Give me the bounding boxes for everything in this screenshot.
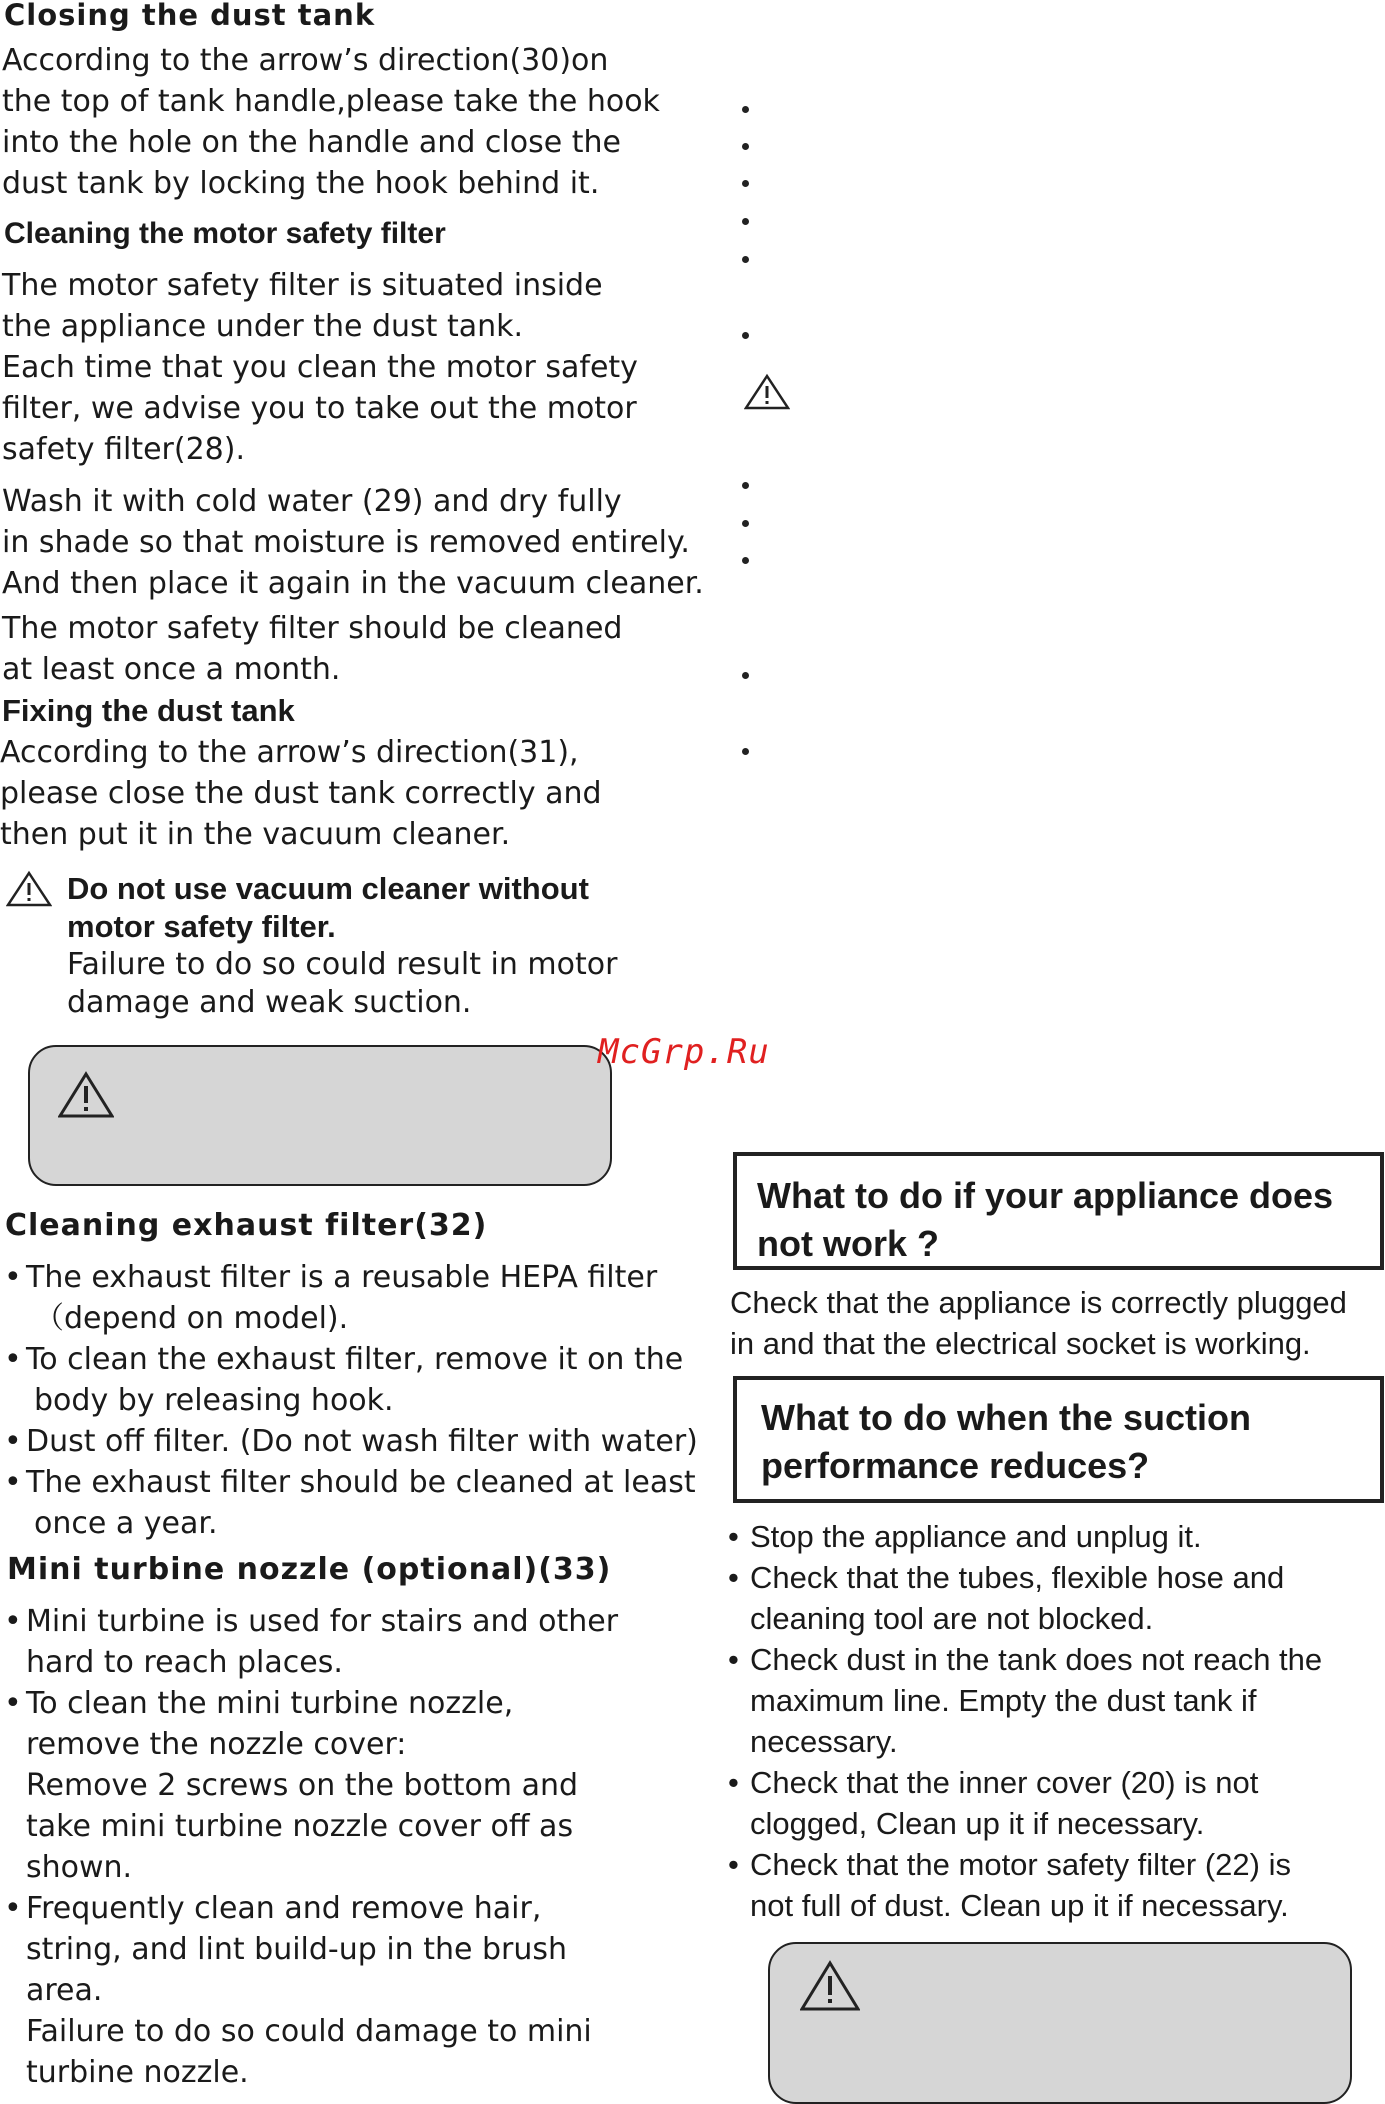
watermark: McGrp.Ru — [598, 1032, 770, 1072]
text-line: in shade so that moisture is removed entirely. — [2, 525, 690, 560]
heading-exhaust-filter: Cleaning exhaust filter(32) — [5, 1208, 488, 1243]
text-line: the top of tank handle,please take the hook — [2, 84, 660, 119]
text-line: the appliance under the dust tank. — [2, 309, 524, 344]
mini-turbine-list — [0, 1601, 618, 2093]
text-line: The motor safety filter should be cleaned — [2, 611, 623, 646]
bullet-mark — [742, 180, 749, 187]
caution-box — [28, 1045, 612, 1186]
list-item: • To clean the mini turbine nozzle, remove the nozzle cover: Remove 2 screws on the bottom and take mini turbine nozzle cover off as shown. — [0, 1683, 618, 1888]
motor-filter-para1 — [2, 265, 638, 470]
list-item: • Dust off filter. (Do not wash filter with water) — [0, 1421, 698, 1462]
heading-closing-dust-tank: Closing the dust tank — [4, 0, 376, 32]
text-line: Wash it with cold water (29) and dry fully — [2, 484, 622, 519]
list-item: • Mini turbine is used for stairs and other hard to reach places. — [0, 1601, 618, 1683]
text-line: According to the arrow’s direction(30)on — [2, 43, 609, 78]
bullet-mark — [742, 748, 749, 755]
text-line: in and that the electrical socket is working. — [730, 1326, 1311, 1361]
fixing-dust-tank-text — [0, 732, 602, 855]
text-line: Each time that you clean the motor safety — [2, 350, 638, 385]
list-item: • Check dust in the tank does not reach the maximum line. Empty the dust tank if necessary. — [724, 1639, 1322, 1762]
bullet-mark — [742, 143, 749, 150]
warning-triangle-icon — [6, 870, 52, 908]
heading-mini-turbine: Mini turbine nozzle (optional)(33) — [7, 1552, 612, 1587]
text-line: safety filter(28). — [2, 432, 245, 467]
box-title-line: not work ? — [757, 1223, 939, 1264]
closing-dust-tank-text — [2, 40, 660, 204]
heading-motor-safety-filter: Cleaning the motor safety filter — [4, 217, 446, 250]
section-closing-dust-tank — [4, 0, 375, 32]
text-line: please close the dust tank correctly and — [0, 776, 602, 811]
list-item: • Stop the appliance and unplug it. — [724, 1516, 1322, 1557]
box-title-line: What to do if your appliance does — [757, 1175, 1334, 1216]
heading-fixing-dust-tank: Fixing the dust tank — [2, 693, 295, 728]
text-line: And then place it again in the vacuum cleaner. — [2, 566, 704, 601]
bullet-mark — [742, 482, 749, 489]
motor-filter-warning — [67, 870, 617, 1022]
suction-reduces-box — [733, 1376, 1384, 1503]
motor-filter-para2 — [2, 481, 704, 604]
warning-triangle-icon — [58, 1071, 114, 1119]
list-item: • The exhaust filter is a reusable HEPA filter （depend on model). — [0, 1257, 698, 1339]
appliance-not-working-box — [733, 1152, 1384, 1270]
list-item: • Check that the inner cover (20) is not clogged, Clean up it if necessary. — [724, 1762, 1322, 1844]
warning-text-line: Failure to do so could result in motor — [67, 947, 618, 982]
list-item: • Check that the tubes, flexible hose and cleaning tool are not blocked. — [724, 1557, 1322, 1639]
list-item: • Frequently clean and remove hair, string, and lint build-up in the brush area. Failure to do so could damage to mini turbine nozzle. — [0, 1888, 618, 2093]
warning-triangle-icon — [800, 1960, 860, 2012]
warning-bold-line: motor safety filter. — [67, 909, 336, 944]
motor-filter-para3 — [2, 608, 622, 690]
text-line: then put it in the vacuum cleaner. — [0, 817, 511, 852]
text-line: dust tank by locking the hook behind it. — [2, 166, 600, 201]
text-line: According to the arrow’s direction(31), — [0, 735, 579, 770]
text-line: The motor safety filter is situated inside — [2, 268, 603, 303]
list-item: • The exhaust filter should be cleaned at least once a year. — [0, 1462, 698, 1544]
bullet-mark — [742, 332, 749, 339]
bullet-mark — [742, 106, 749, 113]
text-line: Check that the appliance is correctly plugged — [730, 1285, 1347, 1320]
warning-bold-line: Do not use vacuum cleaner without — [67, 871, 589, 906]
bullet-mark — [742, 520, 749, 527]
bullet-mark — [742, 672, 749, 679]
text-line: filter, we advise you to take out the motor — [2, 391, 637, 426]
text-line: into the hole on the handle and close the — [2, 125, 621, 160]
bullet-mark — [742, 218, 749, 225]
suction-check-list — [724, 1516, 1322, 1926]
warning-triangle-icon — [744, 373, 790, 411]
box-title-line: performance reduces? — [761, 1445, 1150, 1486]
list-item: • Check that the motor safety filter (22) is not full of dust. Clean up it if necessary. — [724, 1844, 1322, 1926]
box-title-line: What to do when the suction — [761, 1397, 1251, 1438]
bullet-mark — [742, 557, 749, 564]
text-line: at least once a month. — [2, 652, 341, 687]
list-item: • To clean the exhaust filter, remove it on the body by releasing hook. — [0, 1339, 698, 1421]
warning-text-line: damage and weak suction. — [67, 985, 472, 1020]
exhaust-filter-list — [0, 1257, 698, 1544]
bullet-mark — [742, 256, 749, 263]
caution-box — [768, 1942, 1352, 2104]
appliance-not-working-text — [730, 1282, 1347, 1364]
